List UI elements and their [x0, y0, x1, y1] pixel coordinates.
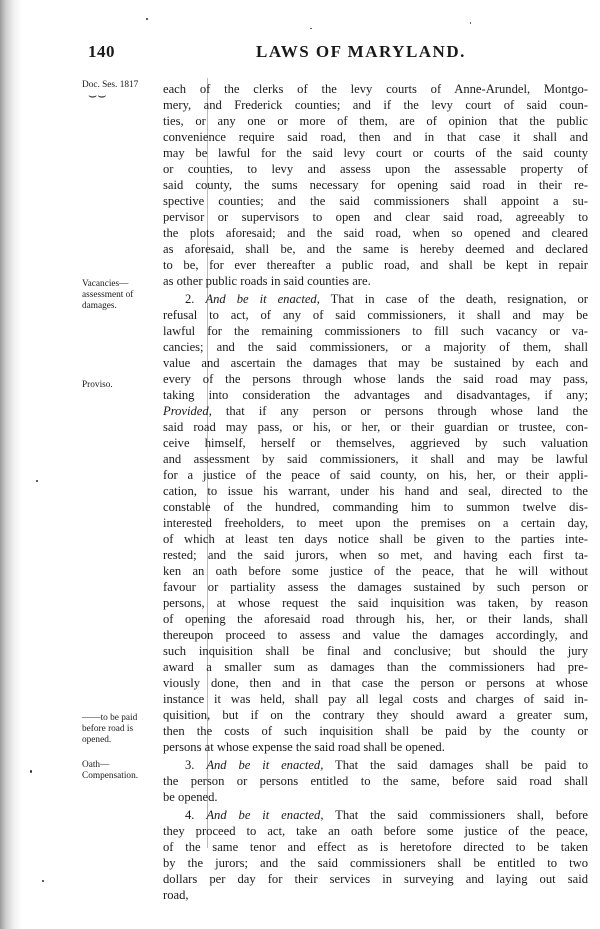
text-line: convenience require said road, then and in that case it shall and — [163, 130, 588, 144]
section-2-heading-line: 2. And be it enacted, That in case of the death, resignation, or — [185, 292, 588, 306]
scan-speck — [470, 22, 471, 24]
text-line: ken an oath before some justice of the peace, that he will without — [163, 564, 588, 578]
text-line: viously done, then and in that case the person or persons at whose — [163, 676, 588, 690]
text-line: instance it was held, shall pay all legal costs and charges of said in- — [163, 692, 588, 706]
text-line: persons, at whose request the said inquisition was taken, by reason — [163, 596, 588, 610]
text-line: for a justice of the peace of said county, on his, her, or their appli- — [163, 468, 588, 482]
text-line: may be lawful for the said levy court or courts of the said county — [163, 146, 588, 160]
brace-mark: ⌣⌣ — [88, 89, 107, 104]
margin-note-vacancies: Vacancies—assessment of damages. — [82, 279, 134, 311]
text-line: ceive himself, herself or themselves, aggrieved by such valuation — [163, 436, 588, 450]
text-line: said county, the sums necessary for opening said road in their re- — [163, 178, 588, 192]
text-line: be opened. — [163, 790, 218, 804]
text-line: rested; and the said jurors, when so met, and having each first ta- — [163, 548, 588, 562]
scan-speck — [42, 880, 44, 882]
text-line: thereupon proceed to assess and value the damages accordingly, and — [163, 628, 588, 642]
scan-speck — [310, 28, 312, 29]
text-line: the person or persons entitled to the same, before said road shall — [163, 774, 588, 788]
text-line: quisition, but if on the contrary they should award a greater sum, — [163, 708, 588, 722]
text-line: lawful for the remaining commissioners to fill such vacancy or va- — [163, 324, 588, 338]
page-number: 140 — [88, 42, 115, 61]
text-line: persons at whose expense the said road shall be opened. — [163, 740, 445, 754]
running-head: LAWS OF MARYLAND. — [256, 42, 466, 61]
margin-note-proviso: Proviso. — [82, 380, 113, 390]
text-line: constable of the hundred, commanding him to summon twelve dis- — [163, 500, 588, 514]
text-line: award a smaller sum as damages than the commissioners had pre- — [163, 660, 588, 674]
text-line: cation, to issue his warrant, under his hand and seal, directed to the — [163, 484, 588, 498]
margin-note-payment: ——to be paid before road is opened. — [82, 713, 138, 745]
text-line: the plots aforesaid; and the said road, when so opened and cleared — [163, 226, 588, 240]
text-line: as aforesaid, shall be, and the same is hereby deemed and declared — [163, 242, 588, 256]
text-line: then the costs of such inquisition shall be paid by the county or — [163, 724, 588, 738]
scan-speck — [36, 480, 38, 482]
proviso-line: Provided, that if any person or persons through whose land the — [163, 404, 588, 418]
text-line: spective counties; and the said commissioners shall appoint a su- — [163, 194, 588, 208]
text-line: or counties, to levy and assess upon the assessable property of — [163, 162, 588, 176]
text-line: ties, or any one or more of them, are of opinion that the public — [163, 114, 588, 128]
text-line: said road may pass, or his, or her, or their guardian or trustee, con- — [163, 420, 588, 434]
text-line: and assessment by said commissioners, it shall and may be lawful — [163, 452, 588, 466]
page-header — [88, 42, 590, 64]
text-line: value and ascertain the damages that may be sustained by each and — [163, 356, 588, 370]
text-line: such inquisition shall be final and conclusive; but should the jury — [163, 644, 588, 658]
text-line: to be, for ever thereafter a public road, and shall be kept in repair — [163, 258, 588, 272]
text-line: each of the clerks of the levy courts of Anne-Arundel, Montgo- — [163, 82, 588, 96]
section-3-heading-line: 3. And be it enacted, That the said damages shall be paid to — [185, 758, 588, 772]
text-line: by the jurors; and the said commissioners shall be entitled to two — [163, 856, 588, 870]
text-line: interested freeholders, to meet upon the premises on a certain day, — [163, 516, 588, 530]
text-line: dollars per day for their services in surveying and laying out said — [163, 872, 588, 886]
text-line: every of the persons through whose lands the said road may pass, — [163, 372, 588, 386]
text-line: they proceed to act, take an oath before some justice of the peace, — [163, 824, 588, 838]
text-line: of opening the aforesaid road through his, her, or their lands, shall — [163, 612, 588, 626]
text-line: favour or partiality assess the damages sustained by such person or — [163, 580, 588, 594]
text-line: as other public roads in said counties are. — [163, 274, 371, 288]
text-line: road, — [163, 888, 189, 902]
scan-speck — [30, 770, 32, 773]
text-line: of which at least ten days notice shall be given to the parties inte- — [163, 532, 588, 546]
scan-speck — [146, 18, 148, 20]
text-line: taking into consideration the advantages and disadvantages, if any; — [163, 388, 588, 402]
section-4-heading-line: 4. And be it enacted, That the said commissioners shall, before — [185, 808, 588, 822]
text-line: of the same tenor and effect as is heretofore directed to be taken — [163, 840, 588, 854]
text-line: pervisor or supervisors to open and clear said road, agreeably to — [163, 210, 588, 224]
margin-note-oath: Oath—Compensation. — [82, 760, 139, 781]
text-line: mery, and Frederick counties; and if the levy court of said coun- — [163, 98, 588, 112]
text-line: refusal to act, of any of said commissioners, it shall and may be — [163, 308, 588, 322]
margin-note-session: Doc. Ses. 1817 — [82, 80, 139, 90]
scanned-page-edge — [0, 0, 22, 929]
text-line: cancies; and the said commissioners, or a majority of them, shall — [163, 340, 588, 354]
